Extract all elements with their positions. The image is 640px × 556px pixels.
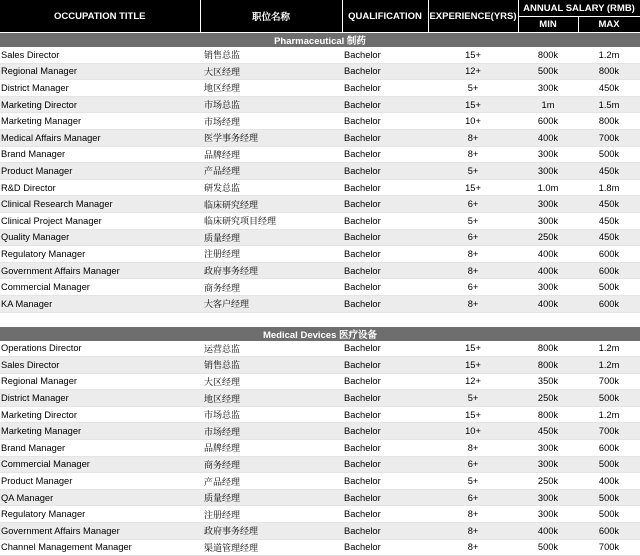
- salary-max-cell: 600k: [578, 523, 640, 540]
- chinese-title-cell: 政府事务经理: [200, 523, 342, 540]
- qualification-cell: Bachelor: [342, 539, 428, 556]
- qualification-cell: Bachelor: [342, 373, 428, 390]
- table-row: [0, 357, 640, 374]
- qualification-cell: Bachelor: [342, 47, 428, 63]
- chinese-title-cell: 大区经理: [200, 63, 342, 80]
- salary-max-cell: 450k: [578, 196, 640, 213]
- chinese-title-cell: 市场经理: [200, 423, 342, 440]
- occupation-title-cell: Quality Manager: [0, 229, 200, 246]
- salary-max-cell: 700k: [578, 423, 640, 440]
- salary-max-cell: 700k: [578, 539, 640, 556]
- salary-min-cell: 500k: [518, 63, 578, 80]
- qualification-cell: Bachelor: [342, 229, 428, 246]
- chinese-title-cell: 政府事务经理: [200, 262, 342, 279]
- salary-max-cell: 1.2m: [578, 47, 640, 63]
- salary-min-cell: 400k: [518, 262, 578, 279]
- salary-min-cell: 1.0m: [518, 179, 578, 196]
- experience-cell: 8+: [428, 262, 518, 279]
- salary-min-cell: 600k: [518, 113, 578, 130]
- section-spacer: [0, 312, 640, 327]
- section-header-row: [0, 327, 640, 341]
- salary-min-cell: 400k: [518, 523, 578, 540]
- salary-min-cell: 300k: [518, 196, 578, 213]
- header-min: MIN: [518, 17, 578, 33]
- qualification-cell: Bachelor: [342, 473, 428, 490]
- experience-cell: 15+: [428, 47, 518, 63]
- chinese-title-cell: 大客户经理: [200, 295, 342, 312]
- occupation-title-cell: Brand Manager: [0, 146, 200, 163]
- salary-max-cell: 500k: [578, 489, 640, 506]
- header-max: MAX: [578, 17, 640, 33]
- chinese-title-cell: 产品经理: [200, 473, 342, 490]
- salary-max-cell: 1.5m: [578, 96, 640, 113]
- qualification-cell: Bachelor: [342, 163, 428, 180]
- chinese-title-cell: 大区经理: [200, 373, 342, 390]
- qualification-cell: Bachelor: [342, 146, 428, 163]
- salary-min-cell: 300k: [518, 212, 578, 229]
- occupation-title-cell: Government Affairs Manager: [0, 262, 200, 279]
- experience-cell: 15+: [428, 179, 518, 196]
- occupation-title-cell: District Manager: [0, 390, 200, 407]
- table-row: [0, 341, 640, 357]
- experience-cell: 8+: [428, 129, 518, 146]
- salary-min-cell: 300k: [518, 489, 578, 506]
- table-row: [0, 146, 640, 163]
- experience-cell: 8+: [428, 539, 518, 556]
- salary-max-cell: 1.2m: [578, 341, 640, 357]
- experience-cell: 15+: [428, 406, 518, 423]
- salary-min-cell: 400k: [518, 246, 578, 263]
- occupation-title-cell: Marketing Manager: [0, 423, 200, 440]
- occupation-title-cell: District Manager: [0, 80, 200, 97]
- chinese-title-cell: 商务经理: [200, 279, 342, 296]
- salary-max-cell: 1.2m: [578, 406, 640, 423]
- salary-max-cell: 600k: [578, 262, 640, 279]
- qualification-cell: Bachelor: [342, 423, 428, 440]
- occupation-title-cell: Commercial Manager: [0, 279, 200, 296]
- table-row: [0, 179, 640, 196]
- table-row: [0, 113, 640, 130]
- experience-cell: 6+: [428, 489, 518, 506]
- salary-max-cell: 800k: [578, 113, 640, 130]
- salary-min-cell: 300k: [518, 506, 578, 523]
- occupation-title-cell: Sales Director: [0, 47, 200, 63]
- header-occupation: OCCUPATION TITLE: [0, 0, 200, 33]
- header-chinese-title: 职位名称: [200, 0, 342, 33]
- chinese-title-cell: 渠道管理经理: [200, 539, 342, 556]
- table-row: [0, 279, 640, 296]
- table-row: [0, 373, 640, 390]
- experience-cell: 8+: [428, 523, 518, 540]
- occupation-title-cell: Marketing Director: [0, 96, 200, 113]
- occupation-title-cell: Regulatory Manager: [0, 506, 200, 523]
- experience-cell: 5+: [428, 212, 518, 229]
- salary-max-cell: 700k: [578, 373, 640, 390]
- experience-cell: 5+: [428, 473, 518, 490]
- salary-max-cell: 800k: [578, 63, 640, 80]
- experience-cell: 6+: [428, 229, 518, 246]
- salary-max-cell: 500k: [578, 279, 640, 296]
- occupation-title-cell: Channel Management Manager: [0, 539, 200, 556]
- salary-min-cell: 400k: [518, 129, 578, 146]
- qualification-cell: Bachelor: [342, 456, 428, 473]
- occupation-title-cell: Sales Director: [0, 357, 200, 374]
- table-row: [0, 63, 640, 80]
- salary-min-cell: 350k: [518, 373, 578, 390]
- experience-cell: 10+: [428, 113, 518, 130]
- table-row: [0, 246, 640, 263]
- qualification-cell: Bachelor: [342, 129, 428, 146]
- salary-min-cell: 300k: [518, 456, 578, 473]
- salary-max-cell: 600k: [578, 246, 640, 263]
- occupation-title-cell: Medical Affairs Manager: [0, 129, 200, 146]
- occupation-title-cell: Regional Manager: [0, 63, 200, 80]
- table-row: [0, 440, 640, 457]
- table-row: [0, 506, 640, 523]
- salary-max-cell: 500k: [578, 456, 640, 473]
- salary-min-cell: 800k: [518, 357, 578, 374]
- chinese-title-cell: 市场经理: [200, 113, 342, 130]
- experience-cell: 8+: [428, 246, 518, 263]
- section-header-row: [0, 33, 640, 48]
- occupation-title-cell: Regulatory Manager: [0, 246, 200, 263]
- occupation-title-cell: Marketing Director: [0, 406, 200, 423]
- table-row: [0, 295, 640, 312]
- experience-cell: 5+: [428, 80, 518, 97]
- salary-max-cell: 700k: [578, 129, 640, 146]
- occupation-title-cell: Clinical Project Manager: [0, 212, 200, 229]
- experience-cell: 15+: [428, 96, 518, 113]
- section-title: Pharmaceutical 制药: [0, 33, 640, 48]
- experience-cell: 5+: [428, 390, 518, 407]
- table-row: [0, 473, 640, 490]
- occupation-title-cell: KA Manager: [0, 295, 200, 312]
- chinese-title-cell: 临床研究项目经理: [200, 212, 342, 229]
- chinese-title-cell: 市场总监: [200, 96, 342, 113]
- table-row: [0, 47, 640, 63]
- qualification-cell: Bachelor: [342, 440, 428, 457]
- qualification-cell: Bachelor: [342, 80, 428, 97]
- salary-min-cell: 800k: [518, 406, 578, 423]
- qualification-cell: Bachelor: [342, 262, 428, 279]
- chinese-title-cell: 商务经理: [200, 456, 342, 473]
- experience-cell: 8+: [428, 295, 518, 312]
- qualification-cell: Bachelor: [342, 113, 428, 130]
- table-row: [0, 163, 640, 180]
- chinese-title-cell: 运营总监: [200, 341, 342, 357]
- salary-min-cell: 300k: [518, 163, 578, 180]
- qualification-cell: Bachelor: [342, 179, 428, 196]
- salary-min-cell: 800k: [518, 47, 578, 63]
- salary-max-cell: 1.2m: [578, 357, 640, 374]
- occupation-title-cell: QA Manager: [0, 489, 200, 506]
- chinese-title-cell: 医学事务经理: [200, 129, 342, 146]
- table-header: [0, 0, 640, 33]
- chinese-title-cell: 品牌经理: [200, 146, 342, 163]
- table-row: [0, 406, 640, 423]
- qualification-cell: Bachelor: [342, 212, 428, 229]
- table-row: [0, 390, 640, 407]
- experience-cell: 12+: [428, 373, 518, 390]
- experience-cell: 15+: [428, 341, 518, 357]
- qualification-cell: Bachelor: [342, 523, 428, 540]
- salary-min-cell: 300k: [518, 440, 578, 457]
- salary-max-cell: 400k: [578, 473, 640, 490]
- chinese-title-cell: 质量经理: [200, 229, 342, 246]
- experience-cell: 8+: [428, 146, 518, 163]
- qualification-cell: Bachelor: [342, 506, 428, 523]
- occupation-title-cell: Regional Manager: [0, 373, 200, 390]
- chinese-title-cell: 品牌经理: [200, 440, 342, 457]
- salary-min-cell: 800k: [518, 341, 578, 357]
- salary-min-cell: 400k: [518, 295, 578, 312]
- qualification-cell: Bachelor: [342, 196, 428, 213]
- qualification-cell: Bachelor: [342, 406, 428, 423]
- experience-cell: 6+: [428, 456, 518, 473]
- salary-min-cell: 250k: [518, 229, 578, 246]
- table-row: [0, 523, 640, 540]
- experience-cell: 5+: [428, 163, 518, 180]
- header-annual-salary: ANNUAL SALARY (RMB): [518, 0, 640, 17]
- table-row: [0, 539, 640, 556]
- salary-max-cell: 500k: [578, 390, 640, 407]
- chinese-title-cell: 地区经理: [200, 80, 342, 97]
- table-row: [0, 96, 640, 113]
- salary-min-cell: 450k: [518, 423, 578, 440]
- qualification-cell: Bachelor: [342, 279, 428, 296]
- table-row: [0, 423, 640, 440]
- header-experience: EXPERIENCE(YRS): [428, 0, 518, 33]
- occupation-title-cell: Marketing Manager: [0, 113, 200, 130]
- salary-min-cell: 300k: [518, 279, 578, 296]
- chinese-title-cell: 市场总监: [200, 406, 342, 423]
- salary-min-cell: 250k: [518, 473, 578, 490]
- salary-max-cell: 500k: [578, 506, 640, 523]
- experience-cell: 12+: [428, 63, 518, 80]
- header-qualification: QUALIFICATION: [342, 0, 428, 33]
- salary-max-cell: 500k: [578, 146, 640, 163]
- table-row: [0, 456, 640, 473]
- occupation-title-cell: Product Manager: [0, 163, 200, 180]
- salary-max-cell: 600k: [578, 295, 640, 312]
- salary-max-cell: 600k: [578, 440, 640, 457]
- salary-max-cell: 450k: [578, 80, 640, 97]
- experience-cell: 8+: [428, 440, 518, 457]
- occupation-title-cell: Clinical Research Manager: [0, 196, 200, 213]
- table-row: [0, 489, 640, 506]
- section-title: Medical Devices 医疗设备: [0, 327, 640, 341]
- table-row: [0, 196, 640, 213]
- salary-max-cell: 450k: [578, 212, 640, 229]
- salary-max-cell: 450k: [578, 163, 640, 180]
- salary-min-cell: 300k: [518, 146, 578, 163]
- table-row: [0, 229, 640, 246]
- chinese-title-cell: 研发总监: [200, 179, 342, 196]
- chinese-title-cell: 产品经理: [200, 163, 342, 180]
- salary-max-cell: 1.8m: [578, 179, 640, 196]
- qualification-cell: Bachelor: [342, 341, 428, 357]
- salary-min-cell: 500k: [518, 539, 578, 556]
- chinese-title-cell: 临床研究经理: [200, 196, 342, 213]
- occupation-title-cell: Operations Director: [0, 341, 200, 357]
- occupation-title-cell: Government Affairs Manager: [0, 523, 200, 540]
- qualification-cell: Bachelor: [342, 295, 428, 312]
- experience-cell: 8+: [428, 506, 518, 523]
- qualification-cell: Bachelor: [342, 489, 428, 506]
- table-body: [0, 33, 640, 556]
- experience-cell: 6+: [428, 196, 518, 213]
- spacer-cell: [0, 312, 640, 327]
- qualification-cell: Bachelor: [342, 246, 428, 263]
- chinese-title-cell: 质量经理: [200, 489, 342, 506]
- experience-cell: 10+: [428, 423, 518, 440]
- salary-min-cell: 300k: [518, 80, 578, 97]
- qualification-cell: Bachelor: [342, 357, 428, 374]
- occupation-title-cell: Product Manager: [0, 473, 200, 490]
- chinese-title-cell: 注册经理: [200, 506, 342, 523]
- occupation-title-cell: R&D Director: [0, 179, 200, 196]
- experience-cell: 6+: [428, 279, 518, 296]
- salary-max-cell: 450k: [578, 229, 640, 246]
- qualification-cell: Bachelor: [342, 63, 428, 80]
- qualification-cell: Bachelor: [342, 96, 428, 113]
- occupation-title-cell: Commercial Manager: [0, 456, 200, 473]
- table-row: [0, 212, 640, 229]
- table-row: [0, 129, 640, 146]
- table-row: [0, 262, 640, 279]
- qualification-cell: Bachelor: [342, 390, 428, 407]
- chinese-title-cell: 地区经理: [200, 390, 342, 407]
- salary-min-cell: 1m: [518, 96, 578, 113]
- chinese-title-cell: 销售总监: [200, 47, 342, 63]
- chinese-title-cell: 注册经理: [200, 246, 342, 263]
- salary-min-cell: 250k: [518, 390, 578, 407]
- experience-cell: 15+: [428, 357, 518, 374]
- table-row: [0, 80, 640, 97]
- chinese-title-cell: 销售总监: [200, 357, 342, 374]
- occupation-title-cell: Brand Manager: [0, 440, 200, 457]
